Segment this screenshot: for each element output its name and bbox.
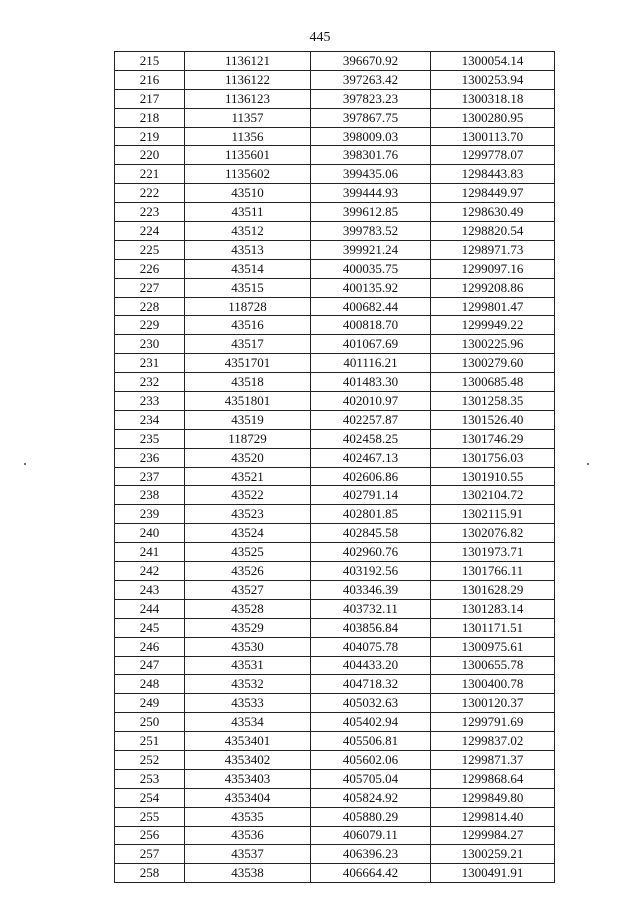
point-number-cell: 235 [115,429,185,448]
table-row [115,562,555,581]
x-coordinate-cell: 399612.85 [311,203,431,222]
y-coordinate-cell: 1300280.95 [431,108,555,127]
x-coordinate-cell: 405880.29 [311,807,431,826]
y-coordinate-cell: 1299849.80 [431,788,555,807]
point-code-cell: 118729 [185,429,311,448]
point-number-cell: 230 [115,335,185,354]
point-code-cell: 43538 [185,864,311,883]
point-code-cell: 43516 [185,316,311,335]
point-code-cell: 43513 [185,240,311,259]
y-coordinate-cell: 1301910.55 [431,467,555,486]
point-number-cell: 234 [115,410,185,429]
point-number-cell: 237 [115,467,185,486]
x-coordinate-cell: 405705.04 [311,769,431,788]
point-code-cell: 4353401 [185,732,311,751]
x-coordinate-cell: 397867.75 [311,108,431,127]
x-coordinate-cell: 396670.92 [311,52,431,71]
x-coordinate-cell: 404075.78 [311,637,431,656]
x-coordinate-cell: 402467.13 [311,448,431,467]
y-coordinate-cell: 1298443.83 [431,165,555,184]
x-coordinate-cell: 404718.32 [311,675,431,694]
y-coordinate-cell: 1300318.18 [431,89,555,108]
y-coordinate-cell: 1301171.51 [431,618,555,637]
y-coordinate-cell: 1300400.78 [431,675,555,694]
y-coordinate-cell: 1299097.16 [431,259,555,278]
point-number-cell: 221 [115,165,185,184]
point-code-cell: 4353402 [185,750,311,769]
point-number-cell: 215 [115,52,185,71]
point-number-cell: 226 [115,259,185,278]
point-code-cell: 43523 [185,505,311,524]
y-coordinate-cell: 1301756.03 [431,448,555,467]
table-row [115,618,555,637]
point-code-cell: 43519 [185,410,311,429]
table-row [115,354,555,373]
table-row [115,694,555,713]
y-coordinate-cell: 1302115.91 [431,505,555,524]
point-number-cell: 229 [115,316,185,335]
point-code-cell: 43515 [185,278,311,297]
point-number-cell: 225 [115,240,185,259]
x-coordinate-cell: 405506.81 [311,732,431,751]
point-code-cell: 43522 [185,486,311,505]
point-number-cell: 245 [115,618,185,637]
table-row [115,826,555,845]
point-code-cell: 4351701 [185,354,311,373]
point-number-cell: 257 [115,845,185,864]
table-row [115,788,555,807]
x-coordinate-cell: 401483.30 [311,373,431,392]
point-code-cell: 43525 [185,543,311,562]
point-number-cell: 243 [115,580,185,599]
table-row [115,127,555,146]
point-code-cell: 1136121 [185,52,311,71]
point-number-cell: 219 [115,127,185,146]
x-coordinate-cell: 405602.06 [311,750,431,769]
y-coordinate-cell: 1300655.78 [431,656,555,675]
point-number-cell: 247 [115,656,185,675]
x-coordinate-cell: 403732.11 [311,599,431,618]
table-row [115,165,555,184]
y-coordinate-cell: 1298630.49 [431,203,555,222]
point-number-cell: 223 [115,203,185,222]
point-number-cell: 248 [115,675,185,694]
table-row [115,184,555,203]
x-coordinate-cell: 399435.06 [311,165,431,184]
y-coordinate-cell: 1299814.40 [431,807,555,826]
point-code-cell: 43534 [185,713,311,732]
table-row [115,769,555,788]
point-number-cell: 236 [115,448,185,467]
point-number-cell: 258 [115,864,185,883]
point-code-cell: 43535 [185,807,311,826]
y-coordinate-cell: 1300113.70 [431,127,555,146]
point-number-cell: 238 [115,486,185,505]
y-coordinate-cell: 1301973.71 [431,543,555,562]
table-row [115,203,555,222]
point-number-cell: 254 [115,788,185,807]
point-code-cell: 43526 [185,562,311,581]
table-row [115,259,555,278]
table-row [115,864,555,883]
x-coordinate-cell: 402791.14 [311,486,431,505]
y-coordinate-cell: 1300259.21 [431,845,555,864]
y-coordinate-cell: 1299837.02 [431,732,555,751]
table-row [115,108,555,127]
x-coordinate-cell: 399921.24 [311,240,431,259]
point-code-cell: 43520 [185,448,311,467]
x-coordinate-cell: 398009.03 [311,127,431,146]
y-coordinate-cell: 1302076.82 [431,524,555,543]
y-coordinate-cell: 1300253.94 [431,70,555,89]
y-coordinate-cell: 1301258.35 [431,392,555,411]
point-code-cell: 1136122 [185,70,311,89]
point-number-cell: 233 [115,392,185,411]
point-number-cell: 255 [115,807,185,826]
y-coordinate-cell: 1300491.91 [431,864,555,883]
point-number-cell: 231 [115,354,185,373]
table-row [115,429,555,448]
x-coordinate-cell: 400135.92 [311,278,431,297]
point-number-cell: 246 [115,637,185,656]
table-row [115,732,555,751]
table-row [115,89,555,108]
table-row [115,278,555,297]
coordinates-table-body [115,52,555,883]
y-coordinate-cell: 1299949.22 [431,316,555,335]
y-coordinate-cell: 1300120.37 [431,694,555,713]
point-code-cell: 43527 [185,580,311,599]
y-coordinate-cell: 1299984.27 [431,826,555,845]
y-coordinate-cell: 1300054.14 [431,52,555,71]
point-number-cell: 240 [115,524,185,543]
x-coordinate-cell: 402010.97 [311,392,431,411]
point-code-cell: 43511 [185,203,311,222]
y-coordinate-cell: 1300225.96 [431,335,555,354]
x-coordinate-cell: 400035.75 [311,259,431,278]
page-number: 445 [309,30,331,45]
x-coordinate-cell: 406396.23 [311,845,431,864]
point-code-cell: 11357 [185,108,311,127]
table-row [115,467,555,486]
y-coordinate-cell: 1299801.47 [431,297,555,316]
table-row [115,240,555,259]
coordinates-table [114,51,555,883]
x-coordinate-cell: 397823.23 [311,89,431,108]
point-code-cell: 43521 [185,467,311,486]
table-row [115,845,555,864]
scan-speck-right [587,463,589,465]
table-row [115,750,555,769]
y-coordinate-cell: 1302104.72 [431,486,555,505]
table-row [115,486,555,505]
point-number-cell: 239 [115,505,185,524]
table-row [115,675,555,694]
table-row [115,807,555,826]
point-code-cell: 1135601 [185,146,311,165]
x-coordinate-cell: 402845.58 [311,524,431,543]
y-coordinate-cell: 1301766.11 [431,562,555,581]
point-code-cell: 4351801 [185,392,311,411]
point-code-cell: 43512 [185,222,311,241]
y-coordinate-cell: 1298449.97 [431,184,555,203]
x-coordinate-cell: 406079.11 [311,826,431,845]
x-coordinate-cell: 398301.76 [311,146,431,165]
point-number-cell: 250 [115,713,185,732]
x-coordinate-cell: 405402.94 [311,713,431,732]
point-code-cell: 43537 [185,845,311,864]
point-number-cell: 222 [115,184,185,203]
x-coordinate-cell: 403856.84 [311,618,431,637]
table-row [115,316,555,335]
x-coordinate-cell: 401067.69 [311,335,431,354]
point-code-cell: 118728 [185,297,311,316]
point-number-cell: 242 [115,562,185,581]
x-coordinate-cell: 402801.85 [311,505,431,524]
y-coordinate-cell: 1299778.07 [431,146,555,165]
x-coordinate-cell: 406664.42 [311,864,431,883]
point-number-cell: 244 [115,599,185,618]
point-number-cell: 252 [115,750,185,769]
point-code-cell: 43514 [185,259,311,278]
x-coordinate-cell: 405824.92 [311,788,431,807]
y-coordinate-cell: 1299208.86 [431,278,555,297]
table-row [115,392,555,411]
table-row [115,543,555,562]
x-coordinate-cell: 399444.93 [311,184,431,203]
point-number-cell: 218 [115,108,185,127]
point-code-cell: 43533 [185,694,311,713]
x-coordinate-cell: 402257.87 [311,410,431,429]
table-row [115,52,555,71]
table-row [115,373,555,392]
y-coordinate-cell: 1299868.64 [431,769,555,788]
point-code-cell: 43532 [185,675,311,694]
point-number-cell: 220 [115,146,185,165]
y-coordinate-cell: 1298971.73 [431,240,555,259]
scan-speck-left [24,463,26,465]
point-number-cell: 217 [115,89,185,108]
table-row [115,297,555,316]
y-coordinate-cell: 1299791.69 [431,713,555,732]
x-coordinate-cell: 400818.70 [311,316,431,335]
point-code-cell: 11356 [185,127,311,146]
table-row [115,713,555,732]
y-coordinate-cell: 1298820.54 [431,222,555,241]
point-code-cell: 4353404 [185,788,311,807]
point-number-cell: 251 [115,732,185,751]
point-code-cell: 1136123 [185,89,311,108]
x-coordinate-cell: 405032.63 [311,694,431,713]
point-code-cell: 43529 [185,618,311,637]
point-number-cell: 224 [115,222,185,241]
x-coordinate-cell: 399783.52 [311,222,431,241]
table-row [115,70,555,89]
x-coordinate-cell: 402458.25 [311,429,431,448]
point-number-cell: 227 [115,278,185,297]
table-row [115,637,555,656]
point-number-cell: 253 [115,769,185,788]
x-coordinate-cell: 401116.21 [311,354,431,373]
point-code-cell: 43524 [185,524,311,543]
y-coordinate-cell: 1301526.40 [431,410,555,429]
y-coordinate-cell: 1300975.61 [431,637,555,656]
table-row [115,222,555,241]
point-code-cell: 43531 [185,656,311,675]
x-coordinate-cell: 402960.76 [311,543,431,562]
y-coordinate-cell: 1300685.48 [431,373,555,392]
point-code-cell: 43530 [185,637,311,656]
table-row [115,448,555,467]
x-coordinate-cell: 397263.42 [311,70,431,89]
point-number-cell: 232 [115,373,185,392]
x-coordinate-cell: 403346.39 [311,580,431,599]
x-coordinate-cell: 402606.86 [311,467,431,486]
x-coordinate-cell: 404433.20 [311,656,431,675]
point-code-cell: 43528 [185,599,311,618]
table-row [115,335,555,354]
y-coordinate-cell: 1301283.14 [431,599,555,618]
point-number-cell: 256 [115,826,185,845]
table-row [115,505,555,524]
point-code-cell: 1135602 [185,165,311,184]
point-code-cell: 43510 [185,184,311,203]
table-row [115,410,555,429]
point-code-cell: 43518 [185,373,311,392]
y-coordinate-cell: 1300279.60 [431,354,555,373]
table-row [115,146,555,165]
table-row [115,524,555,543]
x-coordinate-cell: 403192.56 [311,562,431,581]
point-number-cell: 216 [115,70,185,89]
y-coordinate-cell: 1299871.37 [431,750,555,769]
point-code-cell: 4353403 [185,769,311,788]
table-row [115,599,555,618]
y-coordinate-cell: 1301628.29 [431,580,555,599]
table-row [115,656,555,675]
y-coordinate-cell: 1301746.29 [431,429,555,448]
x-coordinate-cell: 400682.44 [311,297,431,316]
point-number-cell: 241 [115,543,185,562]
point-number-cell: 249 [115,694,185,713]
point-code-cell: 43536 [185,826,311,845]
table-row [115,580,555,599]
point-number-cell: 228 [115,297,185,316]
point-code-cell: 43517 [185,335,311,354]
